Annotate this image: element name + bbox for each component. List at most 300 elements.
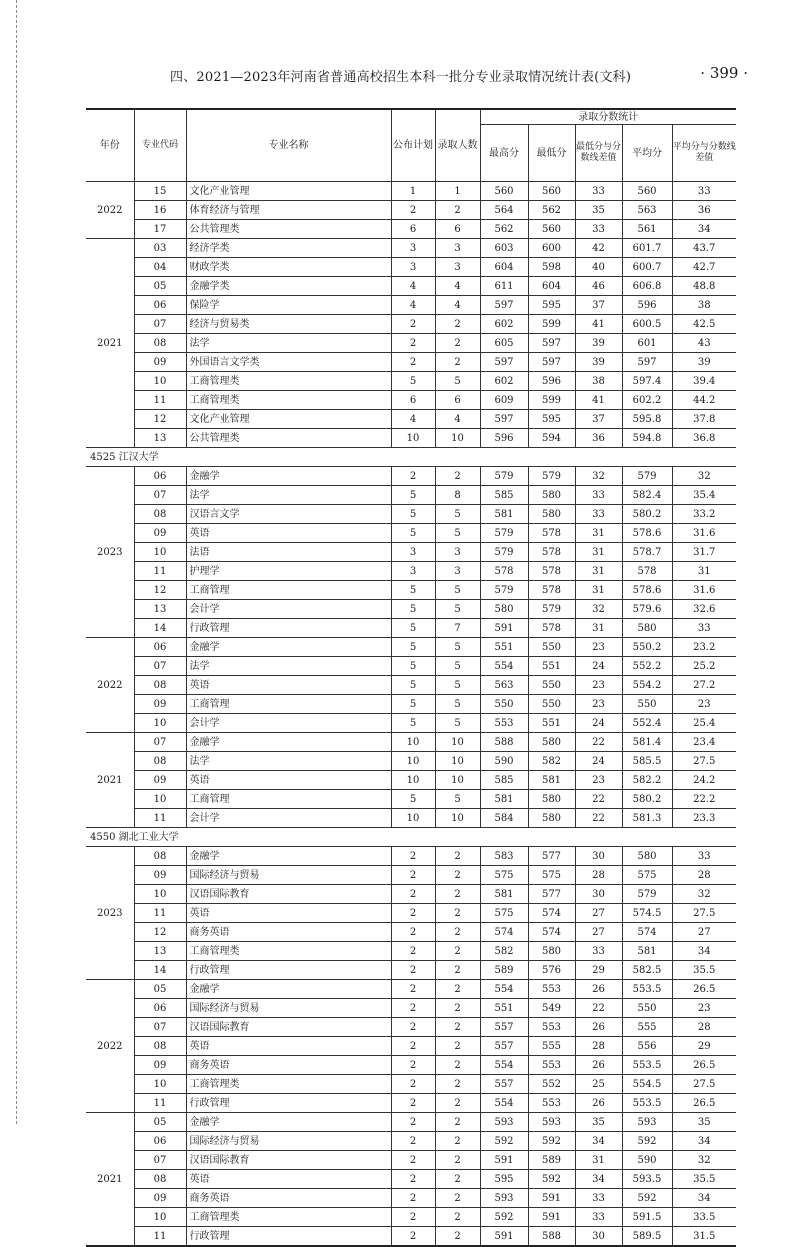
name-cell: 英语 (186, 524, 391, 543)
name-cell: 金融学 (186, 733, 391, 752)
min-cell: 553 (528, 1018, 575, 1037)
max-cell: 602 (480, 372, 528, 391)
avg_diff-cell: 23.4 (672, 733, 736, 752)
code-cell: 10 (134, 790, 186, 809)
name-cell: 金融学 (186, 467, 391, 486)
avg-cell: 553.5 (622, 980, 672, 999)
max-cell: 596 (480, 429, 528, 448)
avg-cell: 600.5 (622, 315, 672, 334)
plan-cell: 2 (391, 923, 435, 942)
avg_diff-cell: 32 (672, 467, 736, 486)
institution-name: 4550 湖北工业大学 (86, 828, 736, 847)
code-cell: 13 (134, 429, 186, 448)
avg_diff-cell: 36 (672, 201, 736, 220)
max-cell: 591 (480, 619, 528, 638)
name-cell: 公共管理类 (186, 220, 391, 239)
table-row (86, 486, 736, 505)
min_diff-cell: 34 (575, 1170, 622, 1189)
table-row (86, 429, 736, 448)
institution-name: 4525 江汉大学 (86, 448, 736, 467)
code-cell: 07 (134, 657, 186, 676)
table-row (86, 1189, 736, 1208)
min_diff-cell: 41 (575, 391, 622, 410)
min_diff-cell: 37 (575, 410, 622, 429)
avg_diff-cell: 27.5 (672, 752, 736, 771)
table-row (86, 885, 736, 904)
name-cell: 行政管理 (186, 961, 391, 980)
admitted-cell: 7 (435, 619, 480, 638)
name-cell: 经济学类 (186, 239, 391, 258)
avg-cell: 560 (622, 182, 672, 201)
avg_diff-cell: 25.2 (672, 657, 736, 676)
min_diff-cell: 38 (575, 372, 622, 391)
admitted-cell: 10 (435, 809, 480, 828)
code-cell: 08 (134, 1037, 186, 1056)
name-cell: 金融学 (186, 1113, 391, 1132)
code-cell: 04 (134, 258, 186, 277)
year-cell: 2023 (86, 467, 134, 638)
avg_diff-cell: 35.5 (672, 961, 736, 980)
max-cell: 564 (480, 201, 528, 220)
avg_diff-cell: 32.6 (672, 600, 736, 619)
plan-cell: 5 (391, 600, 435, 619)
col-header-plan: 公布计划 (391, 109, 435, 182)
max-cell: 583 (480, 847, 528, 866)
min_diff-cell: 36 (575, 429, 622, 448)
code-cell: 11 (134, 562, 186, 581)
max-cell: 581 (480, 505, 528, 524)
table-row (86, 1170, 736, 1189)
max-cell: 554 (480, 657, 528, 676)
min-cell: 562 (528, 201, 575, 220)
table-row (86, 695, 736, 714)
table-row (86, 1208, 736, 1227)
min-cell: 550 (528, 695, 575, 714)
plan-cell: 2 (391, 904, 435, 923)
min_diff-cell: 33 (575, 505, 622, 524)
table-row (86, 391, 736, 410)
min_diff-cell: 23 (575, 638, 622, 657)
admitted-cell: 2 (435, 1208, 480, 1227)
year-cell: 2022 (86, 182, 134, 239)
min_diff-cell: 28 (575, 1037, 622, 1056)
admitted-cell: 4 (435, 410, 480, 429)
min_diff-cell: 46 (575, 277, 622, 296)
avg_diff-cell: 23 (672, 695, 736, 714)
avg_diff-cell: 22.2 (672, 790, 736, 809)
admission-statistics-table (86, 108, 736, 1247)
avg_diff-cell: 33 (672, 182, 736, 201)
avg-cell: 578 (622, 562, 672, 581)
min-cell: 574 (528, 923, 575, 942)
min_diff-cell: 30 (575, 847, 622, 866)
avg_diff-cell: 35 (672, 1113, 736, 1132)
plan-cell: 2 (391, 201, 435, 220)
avg-cell: 563 (622, 201, 672, 220)
min_diff-cell: 26 (575, 980, 622, 999)
name-cell: 工商管理 (186, 581, 391, 600)
col-header-admitted: 录取人数 (435, 109, 480, 182)
min-cell: 578 (528, 581, 575, 600)
plan-cell: 2 (391, 980, 435, 999)
min_diff-cell: 31 (575, 1151, 622, 1170)
code-cell: 11 (134, 1227, 186, 1247)
min-cell: 575 (528, 866, 575, 885)
min_diff-cell: 33 (575, 942, 622, 961)
code-cell: 08 (134, 676, 186, 695)
min_diff-cell: 32 (575, 600, 622, 619)
plan-cell: 2 (391, 467, 435, 486)
plan-cell: 3 (391, 258, 435, 277)
admitted-cell: 10 (435, 771, 480, 790)
admitted-cell: 2 (435, 1018, 480, 1037)
max-cell: 575 (480, 904, 528, 923)
admitted-cell: 10 (435, 752, 480, 771)
admitted-cell: 5 (435, 581, 480, 600)
avg-cell: 601.7 (622, 239, 672, 258)
admitted-cell: 2 (435, 1075, 480, 1094)
code-cell: 07 (134, 315, 186, 334)
admitted-cell: 8 (435, 486, 480, 505)
table-row (86, 714, 736, 733)
table-row (86, 942, 736, 961)
max-cell: 563 (480, 676, 528, 695)
admitted-cell: 2 (435, 1094, 480, 1113)
name-cell: 法学 (186, 486, 391, 505)
avg-cell: 590 (622, 1151, 672, 1170)
plan-cell: 4 (391, 410, 435, 429)
year-cell: 2022 (86, 980, 134, 1113)
code-cell: 09 (134, 866, 186, 885)
code-cell: 11 (134, 1094, 186, 1113)
avg_diff-cell: 27.5 (672, 1075, 736, 1094)
admitted-cell: 2 (435, 1056, 480, 1075)
plan-cell: 2 (391, 1189, 435, 1208)
table-row (86, 296, 736, 315)
name-cell: 工商管理类 (186, 942, 391, 961)
min-cell: 580 (528, 505, 575, 524)
plan-cell: 2 (391, 847, 435, 866)
avg-cell: 595.8 (622, 410, 672, 429)
avg-cell: 554.5 (622, 1075, 672, 1094)
plan-cell: 3 (391, 562, 435, 581)
max-cell: 592 (480, 1132, 528, 1151)
min_diff-cell: 28 (575, 866, 622, 885)
min-cell: 551 (528, 714, 575, 733)
table-row (86, 505, 736, 524)
min-cell: 604 (528, 277, 575, 296)
admitted-cell: 2 (435, 923, 480, 942)
max-cell: 579 (480, 543, 528, 562)
avg-cell: 594.8 (622, 429, 672, 448)
table-row (86, 999, 736, 1018)
min-cell: 591 (528, 1208, 575, 1227)
min-cell: 580 (528, 790, 575, 809)
name-cell: 体育经济与管理 (186, 201, 391, 220)
name-cell: 汉语言文学 (186, 505, 391, 524)
table-row (86, 1113, 736, 1132)
min_diff-cell: 22 (575, 790, 622, 809)
min_diff-cell: 40 (575, 258, 622, 277)
plan-cell: 2 (391, 334, 435, 353)
table-row (86, 562, 736, 581)
admitted-cell: 2 (435, 904, 480, 923)
max-cell: 580 (480, 600, 528, 619)
table-row (86, 182, 736, 201)
name-cell: 国际经济与贸易 (186, 999, 391, 1018)
max-cell: 579 (480, 524, 528, 543)
name-cell: 护理学 (186, 562, 391, 581)
avg_diff-cell: 48.8 (672, 277, 736, 296)
plan-cell: 3 (391, 239, 435, 258)
table-row (86, 220, 736, 239)
code-cell: 12 (134, 923, 186, 942)
avg-cell: 578.6 (622, 524, 672, 543)
name-cell: 外国语言文学类 (186, 353, 391, 372)
admitted-cell: 2 (435, 885, 480, 904)
avg_diff-cell: 31.6 (672, 581, 736, 600)
col-header-year: 年份 (86, 109, 134, 182)
min-cell: 594 (528, 429, 575, 448)
year-cell: 2021 (86, 733, 134, 828)
min-cell: 580 (528, 733, 575, 752)
min_diff-cell: 41 (575, 315, 622, 334)
code-cell: 10 (134, 1208, 186, 1227)
year-cell: 2023 (86, 847, 134, 980)
admitted-cell: 2 (435, 961, 480, 980)
max-cell: 592 (480, 1208, 528, 1227)
name-cell: 国际经济与贸易 (186, 1132, 391, 1151)
plan-cell: 5 (391, 676, 435, 695)
table-row (86, 600, 736, 619)
avg-cell: 580.2 (622, 790, 672, 809)
min-cell: 549 (528, 999, 575, 1018)
name-cell: 会计学 (186, 714, 391, 733)
plan-cell: 2 (391, 1094, 435, 1113)
table-row (86, 1037, 736, 1056)
name-cell: 行政管理 (186, 1094, 391, 1113)
admitted-cell: 2 (435, 1189, 480, 1208)
min-cell: 597 (528, 334, 575, 353)
table-row (86, 961, 736, 980)
max-cell: 585 (480, 771, 528, 790)
code-cell: 06 (134, 1132, 186, 1151)
col-header-max: 最高分 (480, 125, 528, 182)
avg_diff-cell: 39 (672, 353, 736, 372)
admitted-cell: 2 (435, 1151, 480, 1170)
table-row (86, 847, 736, 866)
avg_diff-cell: 37.8 (672, 410, 736, 429)
admitted-cell: 10 (435, 733, 480, 752)
admitted-cell: 5 (435, 524, 480, 543)
min-cell: 581 (528, 771, 575, 790)
avg-cell: 550 (622, 695, 672, 714)
plan-cell: 2 (391, 1113, 435, 1132)
avg_diff-cell: 27 (672, 923, 736, 942)
name-cell: 文化产业管理 (186, 182, 391, 201)
max-cell: 593 (480, 1113, 528, 1132)
admitted-cell: 3 (435, 562, 480, 581)
plan-cell: 5 (391, 505, 435, 524)
min-cell: 580 (528, 942, 575, 961)
name-cell: 金融学 (186, 847, 391, 866)
admitted-cell: 2 (435, 1227, 480, 1247)
min-cell: 597 (528, 353, 575, 372)
admitted-cell: 5 (435, 695, 480, 714)
table-row (86, 1132, 736, 1151)
min-cell: 551 (528, 657, 575, 676)
min-cell: 553 (528, 980, 575, 999)
min_diff-cell: 33 (575, 486, 622, 505)
admitted-cell: 2 (435, 315, 480, 334)
avg-cell: 552.4 (622, 714, 672, 733)
code-cell: 08 (134, 752, 186, 771)
avg_diff-cell: 42.7 (672, 258, 736, 277)
table-row (86, 657, 736, 676)
min-cell: 578 (528, 543, 575, 562)
avg_diff-cell: 42.5 (672, 315, 736, 334)
max-cell: 595 (480, 1170, 528, 1189)
max-cell: 581 (480, 790, 528, 809)
admitted-cell: 2 (435, 942, 480, 961)
min_diff-cell: 26 (575, 1056, 622, 1075)
admitted-cell: 3 (435, 258, 480, 277)
col-header-avg-diff: 平均分与分数线差值 (672, 125, 736, 182)
avg-cell: 579.6 (622, 600, 672, 619)
min_diff-cell: 24 (575, 752, 622, 771)
code-cell: 11 (134, 809, 186, 828)
max-cell: 605 (480, 334, 528, 353)
min_diff-cell: 31 (575, 619, 622, 638)
year-cell: 2022 (86, 638, 134, 733)
min_diff-cell: 26 (575, 1018, 622, 1037)
avg_diff-cell: 35.5 (672, 1170, 736, 1189)
min-cell: 560 (528, 182, 575, 201)
name-cell: 会计学 (186, 600, 391, 619)
col-header-avg: 平均分 (622, 125, 672, 182)
code-cell: 08 (134, 334, 186, 353)
plan-cell: 5 (391, 657, 435, 676)
min-cell: 550 (528, 676, 575, 695)
col-header-min: 最低分 (528, 125, 575, 182)
plan-cell: 5 (391, 790, 435, 809)
plan-cell: 2 (391, 1151, 435, 1170)
name-cell: 经济与贸易类 (186, 315, 391, 334)
code-cell: 09 (134, 695, 186, 714)
plan-cell: 2 (391, 1075, 435, 1094)
avg-cell: 552.2 (622, 657, 672, 676)
plan-cell: 2 (391, 1018, 435, 1037)
min-cell: 577 (528, 885, 575, 904)
page-title: 四、2021—2023年河南省普通高校招生本科一批分专业录取情况统计表(文科) (170, 70, 632, 85)
avg_diff-cell: 23 (672, 999, 736, 1018)
table-row (86, 277, 736, 296)
name-cell: 行政管理 (186, 1227, 391, 1247)
plan-cell: 2 (391, 961, 435, 980)
table-row (86, 581, 736, 600)
admitted-cell: 2 (435, 847, 480, 866)
avg-cell: 581.3 (622, 809, 672, 828)
code-cell: 09 (134, 1189, 186, 1208)
avg-cell: 550.2 (622, 638, 672, 657)
avg_diff-cell: 33 (672, 847, 736, 866)
code-cell: 10 (134, 372, 186, 391)
max-cell: 554 (480, 1094, 528, 1113)
avg-cell: 593 (622, 1113, 672, 1132)
min-cell: 598 (528, 258, 575, 277)
plan-cell: 5 (391, 524, 435, 543)
table-row (86, 467, 736, 486)
min_diff-cell: 42 (575, 239, 622, 258)
admitted-cell: 5 (435, 657, 480, 676)
admitted-cell: 2 (435, 353, 480, 372)
name-cell: 商务英语 (186, 1189, 391, 1208)
min-cell: 593 (528, 1113, 575, 1132)
min-cell: 599 (528, 391, 575, 410)
name-cell: 英语 (186, 1037, 391, 1056)
page-number: · 399 · (700, 64, 748, 82)
avg-cell: 578.6 (622, 581, 672, 600)
code-cell: 13 (134, 942, 186, 961)
avg_diff-cell: 32 (672, 885, 736, 904)
admitted-cell: 3 (435, 239, 480, 258)
min-cell: 576 (528, 961, 575, 980)
min_diff-cell: 23 (575, 695, 622, 714)
avg_diff-cell: 31 (672, 562, 736, 581)
min_diff-cell: 27 (575, 923, 622, 942)
code-cell: 05 (134, 1113, 186, 1132)
avg-cell: 575 (622, 866, 672, 885)
min_diff-cell: 24 (575, 714, 622, 733)
min_diff-cell: 31 (575, 524, 622, 543)
avg_diff-cell: 33.5 (672, 1208, 736, 1227)
admitted-cell: 2 (435, 1037, 480, 1056)
name-cell: 英语 (186, 676, 391, 695)
min_diff-cell: 33 (575, 220, 622, 239)
avg-cell: 556 (622, 1037, 672, 1056)
code-cell: 06 (134, 999, 186, 1018)
min_diff-cell: 26 (575, 1094, 622, 1113)
name-cell: 保险学 (186, 296, 391, 315)
name-cell: 英语 (186, 904, 391, 923)
min-cell: 574 (528, 904, 575, 923)
min-cell: 592 (528, 1132, 575, 1151)
min_diff-cell: 30 (575, 1227, 622, 1247)
table-row (86, 334, 736, 353)
name-cell: 金融学 (186, 638, 391, 657)
admitted-cell: 1 (435, 182, 480, 201)
avg-cell: 591.5 (622, 1208, 672, 1227)
table-row (86, 980, 736, 999)
min-cell: 589 (528, 1151, 575, 1170)
max-cell: 589 (480, 961, 528, 980)
plan-cell: 5 (391, 619, 435, 638)
max-cell: 560 (480, 182, 528, 201)
min_diff-cell: 22 (575, 733, 622, 752)
max-cell: 590 (480, 752, 528, 771)
admitted-cell: 4 (435, 277, 480, 296)
code-cell: 06 (134, 638, 186, 657)
max-cell: 581 (480, 885, 528, 904)
code-cell: 09 (134, 353, 186, 372)
avg-cell: 592 (622, 1189, 672, 1208)
admitted-cell: 3 (435, 543, 480, 562)
code-cell: 09 (134, 1056, 186, 1075)
code-cell: 09 (134, 771, 186, 790)
plan-cell: 5 (391, 486, 435, 505)
name-cell: 英语 (186, 1170, 391, 1189)
max-cell: 603 (480, 239, 528, 258)
